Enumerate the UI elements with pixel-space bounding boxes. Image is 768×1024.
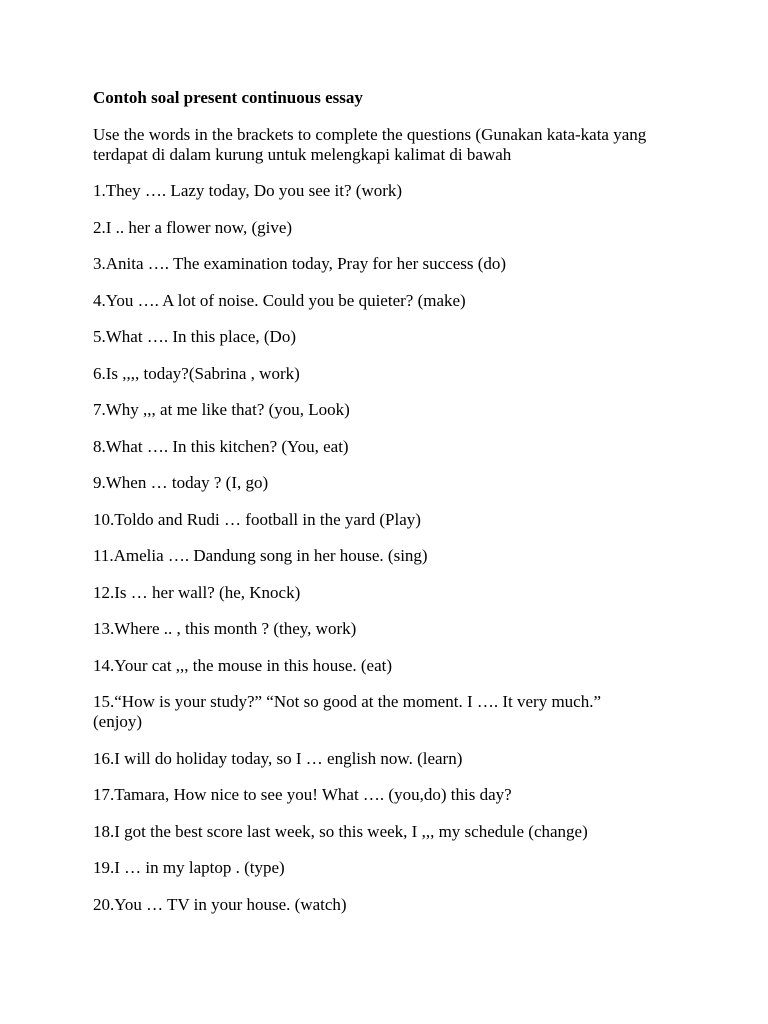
- question-item-20: 20.You … TV in your house. (watch): [93, 894, 347, 914]
- document-page: [93, 88, 653, 931]
- question-list: [93, 181, 653, 915]
- question-item-13: 13.Where .. , this month ? (they, work): [93, 619, 357, 638]
- question-item-10: 10.Toldo and Rudi … football in the yard (Play): [93, 509, 421, 529]
- question-item-17: 17.Tamara, How nice to see you! What …. (you,do) this day?: [93, 785, 512, 804]
- document-instructions: Use the words in the brackets to complete the questions (Gunakan kata-kata yang terdapat di dalam kurung untuk melengkapi kalimat di bawah: [93, 125, 647, 164]
- question-item-14: 14.Your cat ,,, the mouse in this house. (eat): [93, 655, 393, 675]
- question-item-7: 7.Why ,,, at me like that? (you, Look): [93, 400, 350, 419]
- question-item-9: 9.When … today ? (I, go): [93, 473, 269, 492]
- question-item-8: 8.What …. In this kitchen? (You, eat): [93, 436, 349, 456]
- question-item-15: 15.“How is your study?” “Not so good at the moment. I …. It very much.” (enjoy): [93, 692, 602, 731]
- question-item-18: 18.I got the best score last week, so this week, I ,,, my schedule (change): [93, 821, 588, 841]
- question-item-11: 11.Amelia …. Dandung song in her house. (sing): [93, 546, 428, 565]
- question-item-12: 12.Is … her wall? (he, Knock): [93, 582, 301, 602]
- question-item-16: 16.I will do holiday today, so I … english now. (learn): [93, 748, 463, 768]
- question-item-3: 3.Anita …. The examination today, Pray for her success (do): [93, 254, 507, 273]
- question-item-6: 6.Is ,,,, today?(Sabrina , work): [93, 363, 300, 383]
- question-item-2: 2.I .. her a flower now, (give): [93, 217, 293, 237]
- question-item-1: 1.They …. Lazy today, Do you see it? (work): [93, 181, 403, 200]
- question-item-4: 4.You …. A lot of noise. Could you be quieter? (make): [93, 290, 466, 310]
- document-title: Contoh soal present continuous essay: [93, 88, 363, 107]
- question-item-5: 5.What …. In this place, (Do): [93, 327, 296, 346]
- question-item-19: 19.I … in my laptop . (type): [93, 858, 285, 877]
